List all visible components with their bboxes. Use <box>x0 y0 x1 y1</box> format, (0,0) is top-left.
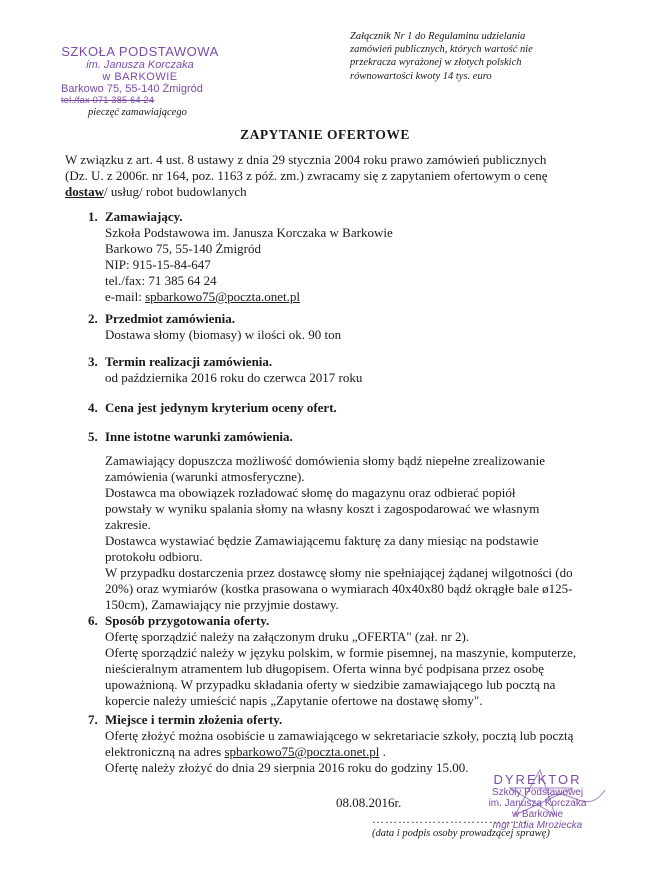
email-link-2[interactable]: spbarkowo75@poczta.onet.pl <box>224 744 380 759</box>
section-6-line-3: nieścieralnym atramentem lub długopisem. Oferta winna być podpisana przez osobę <box>105 661 544 676</box>
email-label: e-mail: <box>105 289 146 304</box>
section-5-p2-line-1: Dostawca ma obowiązek rozładować słomę do magazynu oraz odbierać popiół <box>105 485 516 500</box>
intro-line-3 <box>65 184 595 200</box>
section-3-line-1: od października 2016 roku do czerwca 2017 roku <box>105 370 363 385</box>
stamp-caption: pieczęć zamawiającego <box>88 107 187 118</box>
signature-dots: ……………………………… <box>372 812 528 826</box>
section-7-line-2 <box>105 744 578 760</box>
director-stamp-line-4: w Barkowie <box>511 809 564 820</box>
section-6-line-5: kopercie należy umieścić napis „Zapytanie ofertowe na dostawę słomy". <box>105 693 483 708</box>
annex-line-4: równowartości kwoty 14 tys. euro <box>350 70 492 82</box>
section-5-p4-line-1: W przypadku dostarczenia przez dostawcę słomy nie spełniającej żądanej wilgotności (do <box>105 565 573 580</box>
section-6-line-2: Ofertę sporządzić należy w języku polskim, w formie pisemnej, na maszynie, komputerze, <box>105 645 577 660</box>
section-2-heading: Przedmiot zamówienia. <box>105 311 235 326</box>
section-2-number: 2. <box>88 311 98 326</box>
stamp-line-school: SZKOŁA PODSTAWOWA <box>61 44 219 59</box>
section-6-line-4: upoważnioną. W przypadku składania oferty w siedzibie zamawiającego lub pocztą na <box>105 677 556 692</box>
section-5-p2-line-2: powstały w wyniku spalania słomy na własny koszt i zagospodarować we własnym <box>105 501 540 516</box>
section-6-heading: Sposób przygotowania oferty. <box>105 613 270 628</box>
section-1-line-3: NIP: 915-15-84-647 <box>105 257 211 272</box>
section-5-p4-line-2: 20%) oraz wymiarów (kostka prasowana o wymiarach 40x40x80 bądź okrągłe bale ø125- <box>105 581 573 596</box>
section-4-heading: Cena jest jedynym kryterium oceny ofert. <box>105 400 337 415</box>
section-5-p2-line-3: zakresie. <box>105 517 151 532</box>
section-1-line-1: Szkoła Podstawowa im. Janusza Korczaka w Barkowie <box>105 225 393 240</box>
section-7-number: 7. <box>88 712 98 727</box>
section-1 <box>88 209 578 305</box>
stamp-line-phone: tel./fax 071 385 64 24 <box>61 95 155 105</box>
section-4-number: 4. <box>88 400 98 415</box>
intro-line-2: (Dz. U. z 2006r. nr 164, poz. 1163 z póź. zm.) zwracamy się z zapytaniem ofertowym o cenę <box>65 168 548 183</box>
section-5-p4-line-3: 150cm), Zamawiający nie przyjmie dostawy. <box>105 597 339 612</box>
section-3 <box>88 354 578 386</box>
section-7-heading: Miejsce i termin złożenia oferty. <box>105 712 283 727</box>
section-7-line-2-end: . <box>379 744 386 759</box>
stamp-line-location: w BARKOWIE <box>102 71 178 83</box>
signature-caption: (data i podpis osoby prowadzącej sprawę) <box>372 828 550 839</box>
section-5-p1-line-2: zamówienia (warunki atmosferyczne). <box>105 469 305 484</box>
section-1-line-4: tel./fax: 71 385 64 24 <box>105 273 217 288</box>
director-stamp-line-5: mgr Lidia Mroziecka <box>492 820 583 831</box>
section-6-number: 6. <box>88 613 98 628</box>
director-stamp-line-3: im. Janusza Korczaka <box>488 798 587 809</box>
stamp-line-patron: im. Janusza Korczaka <box>86 59 194 71</box>
annex-line-3: przekracza wyrażonej w złotych polskich <box>350 57 522 69</box>
section-3-heading: Termin realizacji zamówienia. <box>105 354 273 369</box>
section-1-heading: Zamawiający. <box>105 209 183 224</box>
section-5-heading: Inne istotne warunki zamówienia. <box>105 429 293 444</box>
intro-line-1: W związku z art. 4 ust. 8 ustawy z dnia 29 stycznia 2004 roku prawo zamówień publicznych <box>65 152 547 167</box>
section-2-line-1: Dostawa słomy (biomasy) w ilości ok. 90 ton <box>105 327 342 342</box>
section-1-line-5 <box>105 289 578 305</box>
section-6-line-1: Ofertę sporządzić należy na załączonym druku „OFERTA" (zał. nr 2). <box>105 629 470 644</box>
section-7-line-3: Ofertę należy złożyć do dnia 29 sierpnia 2016 roku do godziny 15.00. <box>105 760 469 775</box>
email-link[interactable]: spbarkowo75@poczta.onet.pl <box>145 289 301 304</box>
section-5-p1-line-1: Zamawiający dopuszcza możliwość domówienia słomy bądź niepełne zrealizowanie <box>105 453 546 468</box>
section-1-line-2: Barkowo 75, 55-140 Żmigród <box>105 241 261 256</box>
director-stamp-line-2: Szkoły Podstawowej <box>491 787 584 798</box>
intro-dostaw: dostaw <box>65 184 105 199</box>
director-stamp-line-1: DYREKTOR <box>493 772 582 787</box>
section-4 <box>88 400 578 416</box>
section-5-p3-line-2: protokołu odbioru. <box>105 549 203 564</box>
section-1-number: 1. <box>88 209 98 224</box>
annex-line-1: Załącznik Nr 1 do Regulaminu udzielania <box>350 31 526 42</box>
annex-line-2: zamówień publicznych, których wartość nie <box>350 44 533 56</box>
school-stamp <box>55 44 225 105</box>
annex-note <box>350 30 562 83</box>
email-address-label: elektroniczną na adres <box>105 744 225 759</box>
intro-line-3-rest: / usług/ robot budowlanych <box>104 184 247 199</box>
section-5-number: 5. <box>88 429 98 444</box>
section-6 <box>88 613 578 709</box>
document-title: ZAPYTANIE OFERTOWE <box>240 127 410 142</box>
section-3-number: 3. <box>88 354 98 369</box>
signature-date: 08.08.2016r. <box>336 795 402 810</box>
section-2 <box>88 311 578 343</box>
section-5 <box>88 429 578 613</box>
section-7-line-1: Ofertę złożyć można osobiście u zamawiającego w sekretariacie szkoły, pocztą lub pocztą <box>105 728 574 743</box>
intro-paragraph <box>65 152 595 200</box>
stamp-line-address: Barkowo 75, 55-140 Żmigród <box>61 83 203 95</box>
section-5-p3-line-1: Dostawca wystawiać będzie Zamawiającemu fakturę za dany miesiąc na podstawie <box>105 533 539 548</box>
